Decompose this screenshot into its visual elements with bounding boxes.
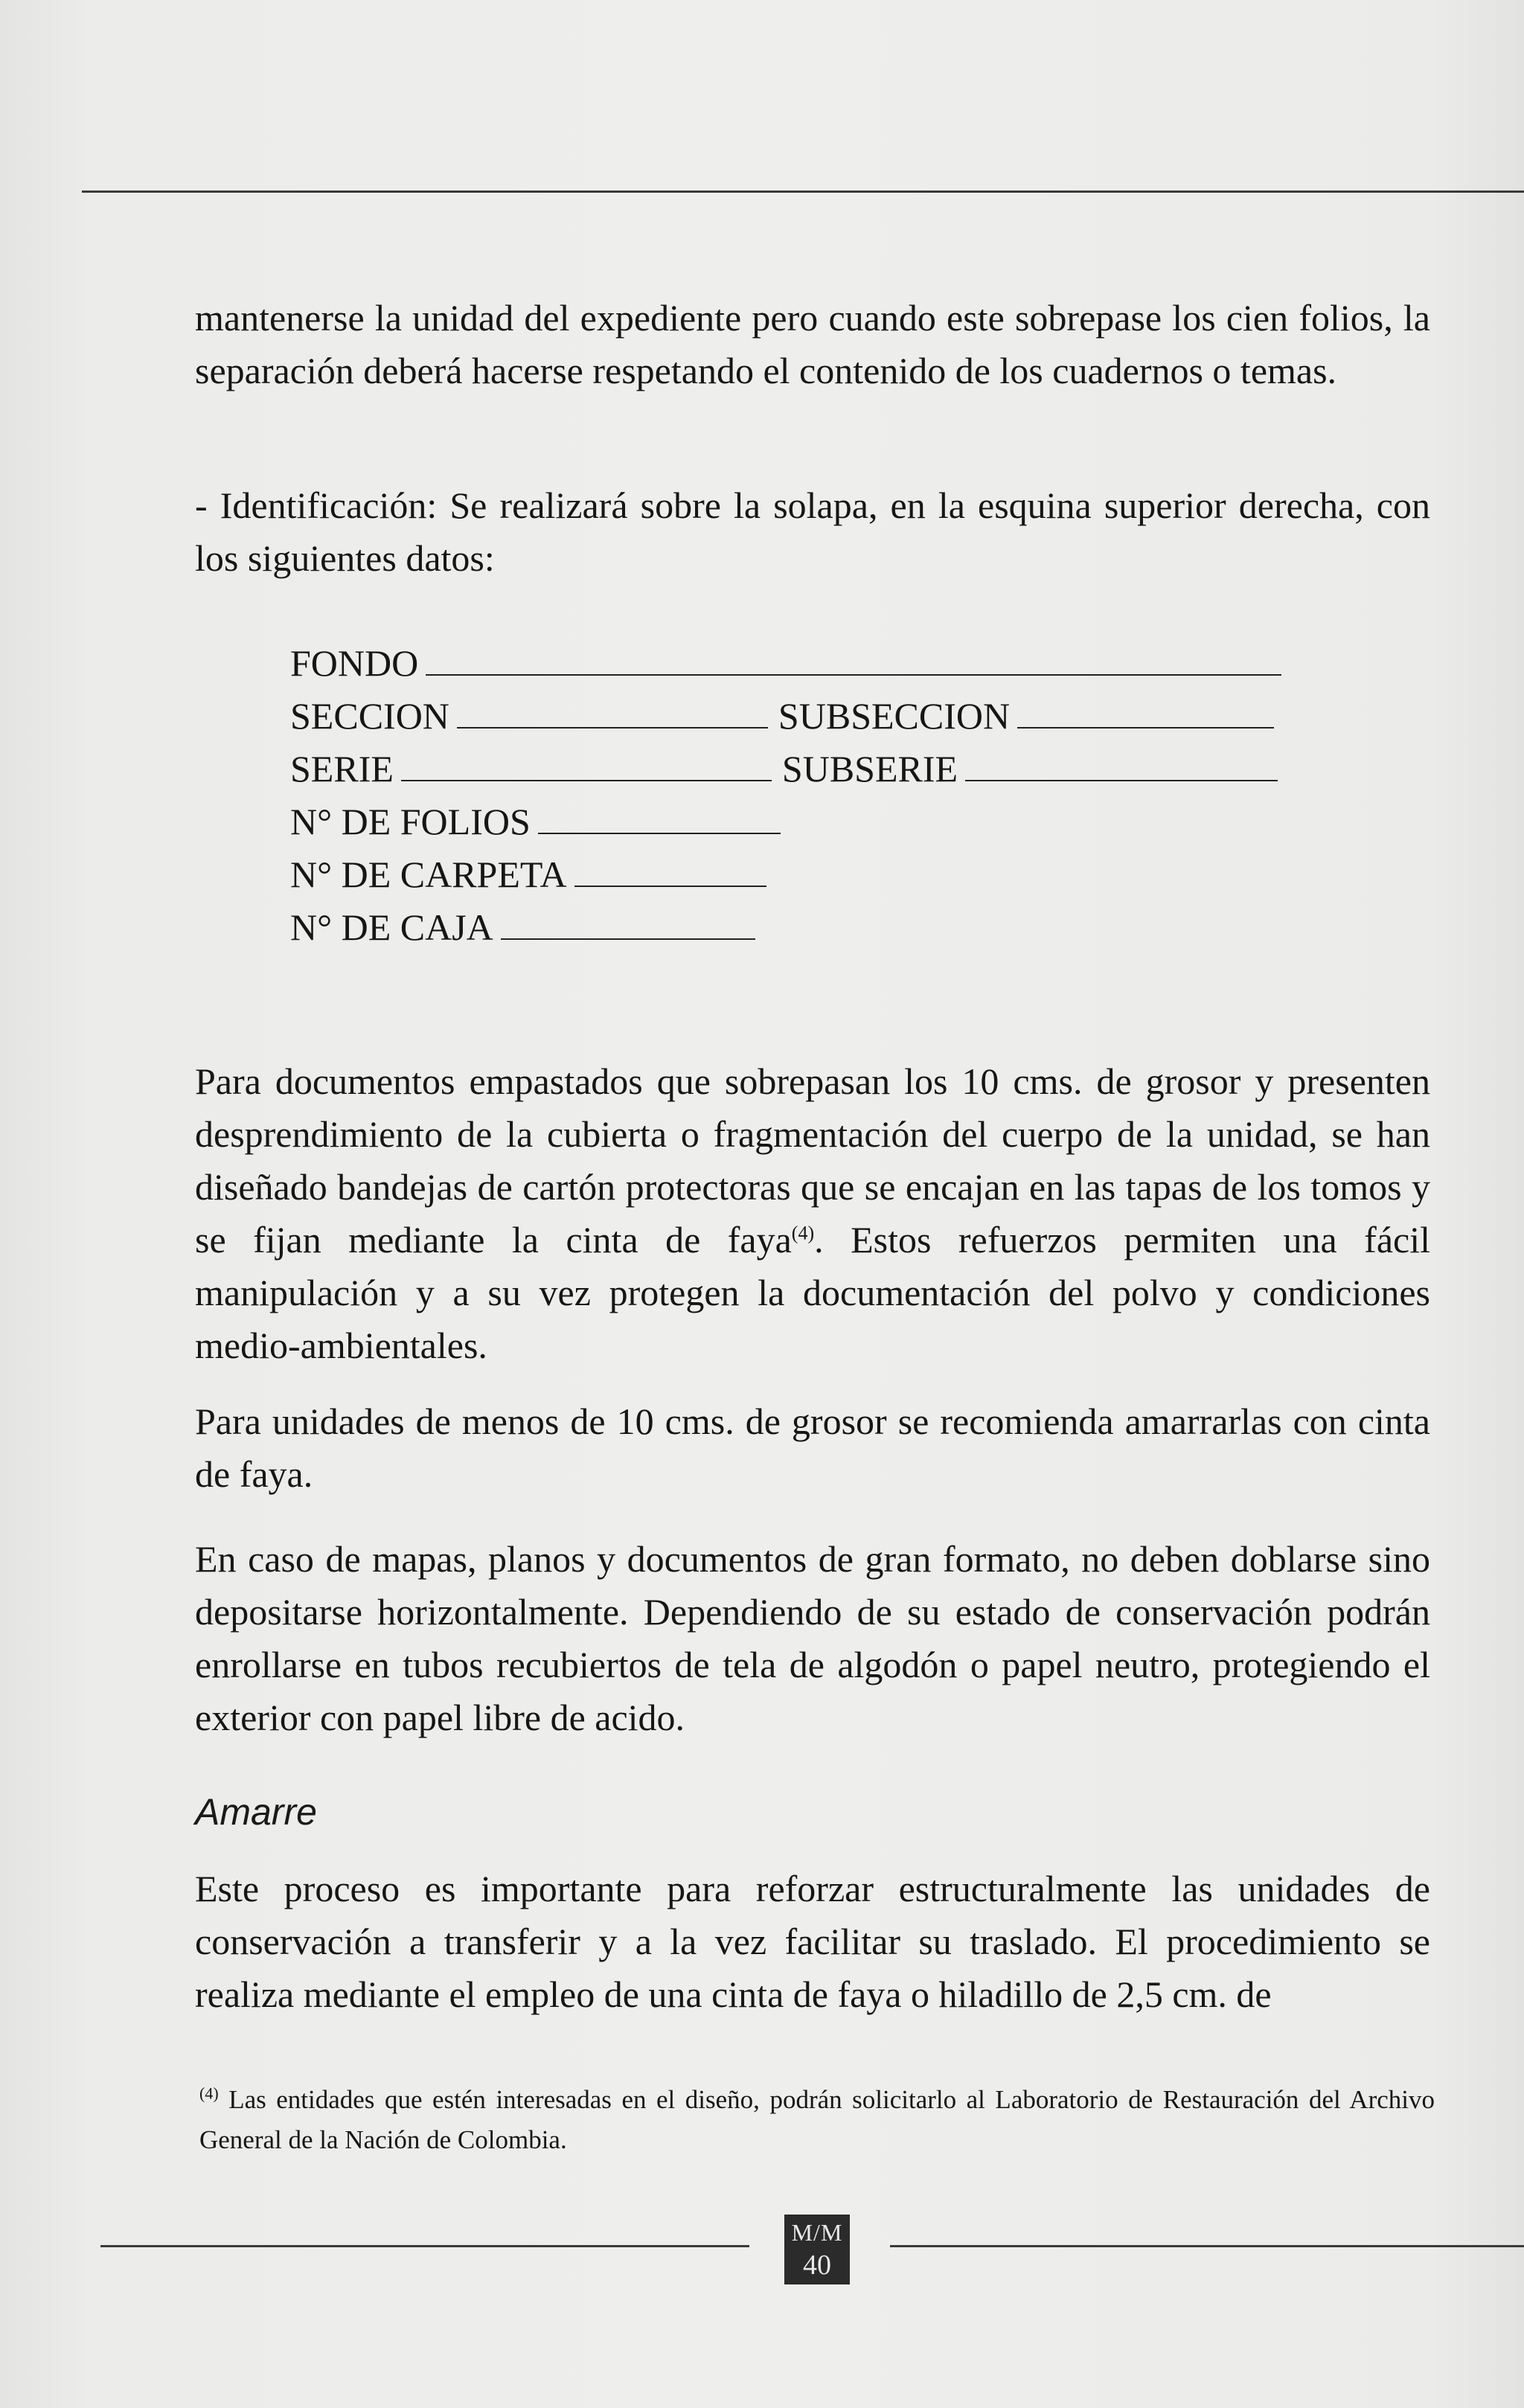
paragraph-empastados-text: Para documentos empastados que sobrepasan los 10 cms. de grosor y presenten desprendimiento de la cubierta o fragmentación del cuerpo de la unidad, se han diseñado bandejas de cartón protectoras que se encajan en las tapas de los tomos y se fijan mediante la cinta de faya — [195, 1060, 1430, 1261]
bottom-rule-left — [100, 2245, 749, 2247]
field-label-carpeta: N° DE CARPETA — [290, 854, 567, 895]
paragraph-unidades: Para unidades de menos de 10 cms. de grosor se recomienda amarrarlas con cinta de faya. — [195, 1400, 1430, 1495]
page-number-badge — [784, 2215, 850, 2284]
field-line-serie — [401, 744, 772, 781]
footnote-text: Las entidades que estén interesadas en el diseño, podrán solicitarlo al Laboratorio de Restauración del Archivo General de la Nación de Colombia. — [199, 2085, 1435, 2154]
identification-fields — [290, 637, 1281, 954]
paragraph-empastados-text-end: . Estos refuerzos permiten una fácil manipulación y a su vez protegen la documentación del polvo y condiciones medio-ambientales. — [195, 1219, 1430, 1366]
field-label-subserie: SUBSERIE — [781, 748, 958, 790]
top-rule — [82, 190, 1524, 193]
field-line-subseccion — [1017, 691, 1274, 729]
field-row-folios — [290, 795, 1281, 848]
field-label-serie: SERIE — [290, 748, 394, 790]
publication-mark: M/M — [791, 2219, 843, 2246]
paragraph-mapas: En caso de mapas, planos y documentos de gran formato, no deben doblarse sino depositarse horizontalmente. Dependiendo de su estado de conservación podrán enrollarse en tubos recubiertos de tela de algodón o papel neutro, protegiendo el exterior con papel libre de acido. — [195, 1538, 1430, 1738]
field-label-caja: N° DE CAJA — [290, 906, 493, 948]
field-label-fondo: FONDO — [290, 642, 419, 684]
field-row-fondo — [290, 637, 1281, 690]
field-label-seccion: SECCION — [290, 695, 449, 737]
paragraph-continuation: mantenerse la unidad del expediente pero cuando este sobrepase los cien folios, la separación deberá hacerse respetando el contenido de los cuadernos o temas. — [195, 297, 1430, 391]
field-row-carpeta — [290, 848, 1281, 901]
field-line-seccion — [457, 691, 768, 729]
field-line-subserie — [965, 744, 1278, 781]
page-number: 40 — [803, 2250, 831, 2281]
field-line-carpeta — [574, 850, 766, 887]
field-row-serie — [290, 743, 1281, 795]
field-line-caja — [501, 903, 755, 940]
field-line-folios — [538, 797, 781, 834]
paragraph-empastados — [195, 1055, 1430, 1372]
footnote-reference: (4) — [791, 1222, 815, 1244]
bottom-rule-right — [890, 2245, 1524, 2247]
field-row-seccion — [290, 690, 1281, 743]
footnote — [199, 2080, 1435, 2160]
footnote-mark: (4) — [199, 2084, 219, 2103]
section-heading-amarre: Amarre — [195, 1791, 317, 1833]
field-line-fondo — [426, 638, 1281, 676]
field-row-caja — [290, 901, 1281, 954]
field-label-subseccion: SUBSECCION — [778, 695, 1011, 737]
paragraph-identificacion: - Identificación: Se realizará sobre la solapa, en la esquina superior derecha, con los siguientes datos: — [195, 484, 1430, 579]
paragraph-amarre: Este proceso es importante para reforzar estructuralmente las unidades de conservación a transferir y a la vez facilitar su traslado. El procedimiento se realiza mediante el empleo de una cinta de faya o hiladillo de 2,5 cm. de — [195, 1868, 1430, 2015]
field-label-folios: N° DE FOLIOS — [290, 801, 531, 842]
